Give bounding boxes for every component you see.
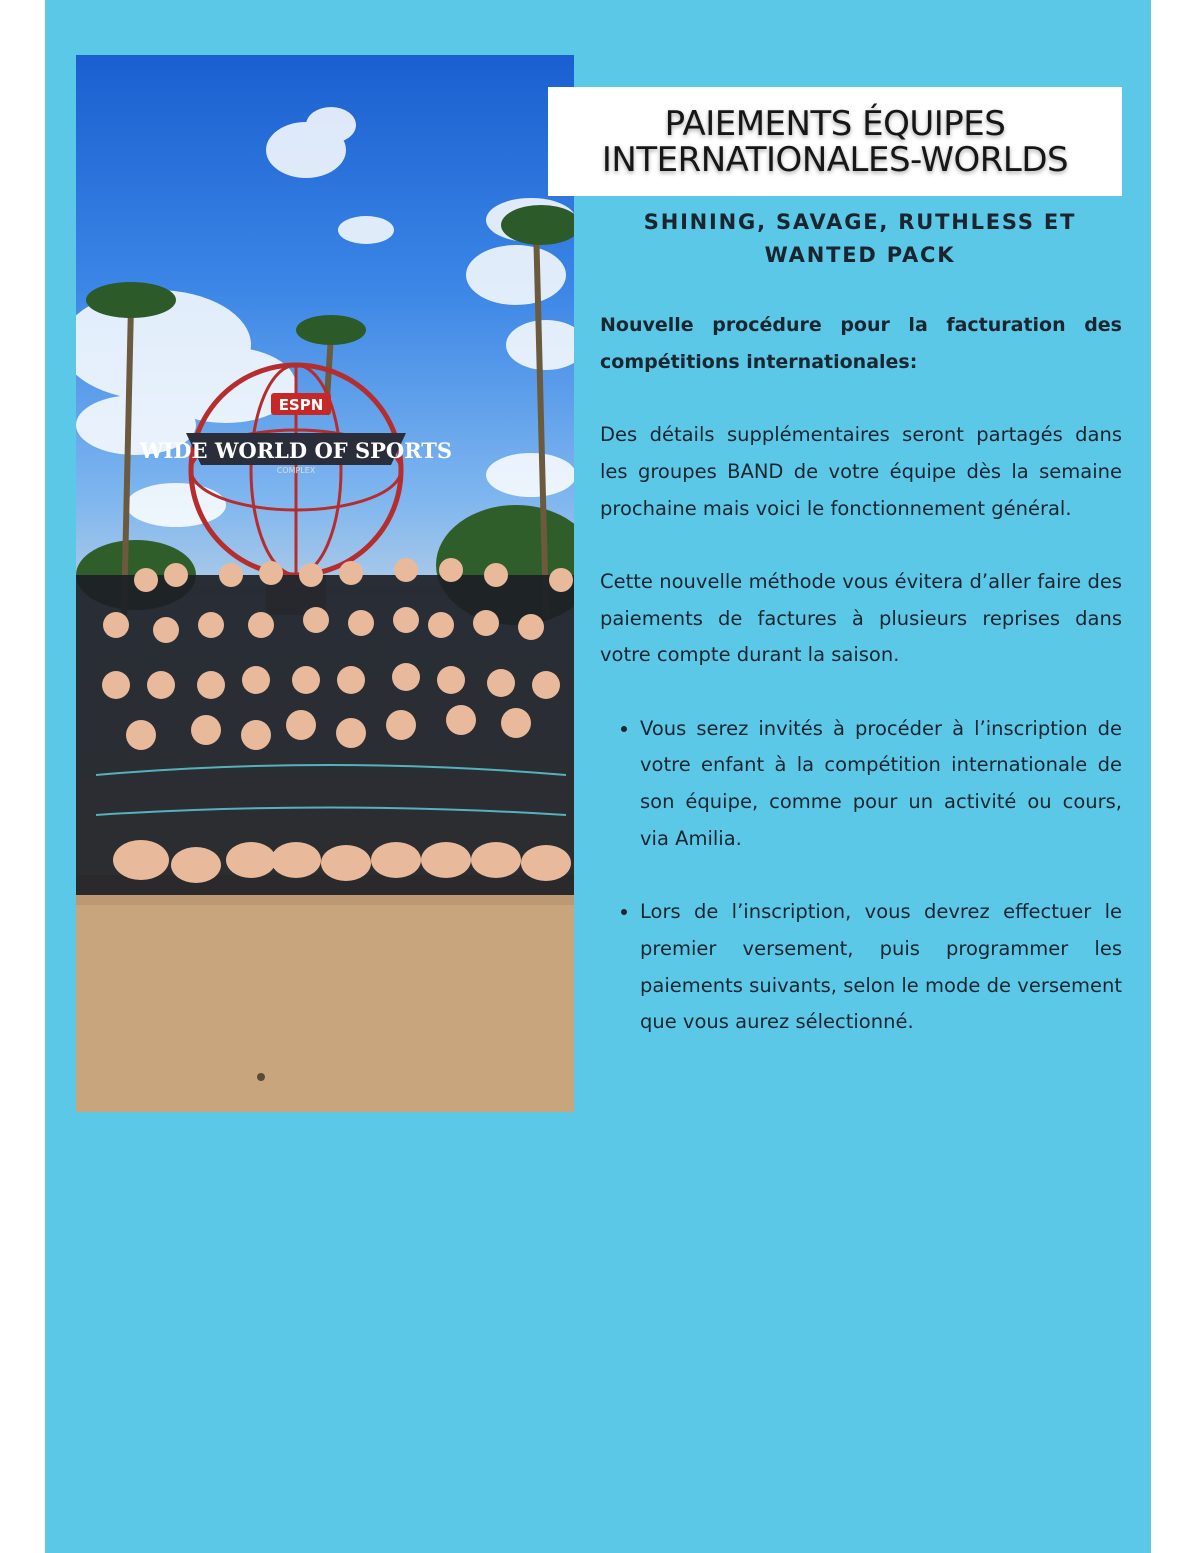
page-title-line2: INTERNATIONALES-WORLDS — [601, 139, 1069, 180]
page-sheet — [45, 0, 1151, 1553]
subtitle-line1: SHINING, SAVAGE, RUTHLESS ET — [643, 210, 1077, 234]
sign-sub: COMPLEX — [276, 466, 316, 475]
team-group — [76, 558, 574, 895]
page-title — [601, 103, 1069, 180]
list-item: • Vous serez invités à procéder à l’inscription de votre enfant à la compétition internationale de son équipe, comme pour un activité ou cours, via Amilia. — [640, 711, 1122, 858]
sign-brand: ESPN — [278, 396, 324, 414]
team-photo — [76, 55, 574, 1112]
subtitle-line2: WANTED PACK — [764, 243, 956, 267]
sign-text: WIDE WORLD OF SPORTS — [139, 438, 453, 463]
body-content — [600, 307, 1122, 1078]
team-subtitle — [605, 206, 1115, 272]
title-box — [548, 87, 1122, 196]
page-title-line1: PAIEMENTS ÉQUIPES — [664, 103, 1006, 144]
procedure-list — [600, 711, 1122, 1041]
paragraph-details: Des détails supplémentaires seront partagés dans les groupes BAND de votre équipe dès la semaine prochaine mais voici le fonctionnement général. — [600, 423, 1122, 520]
lead-paragraph: Nouvelle procédure pour la facturation des compétitions internationales: — [600, 314, 1122, 373]
list-item: • Lors de l’inscription, vous devrez effectuer le premier versement, puis programmer les paiements suivants, selon le mode de versement que vous aurez sélectionné. — [640, 894, 1122, 1041]
paragraph-method: Cette nouvelle méthode vous évitera d’aller faire des paiements de factures à plusieurs reprises dans votre compte durant la saison. — [600, 569, 1122, 667]
